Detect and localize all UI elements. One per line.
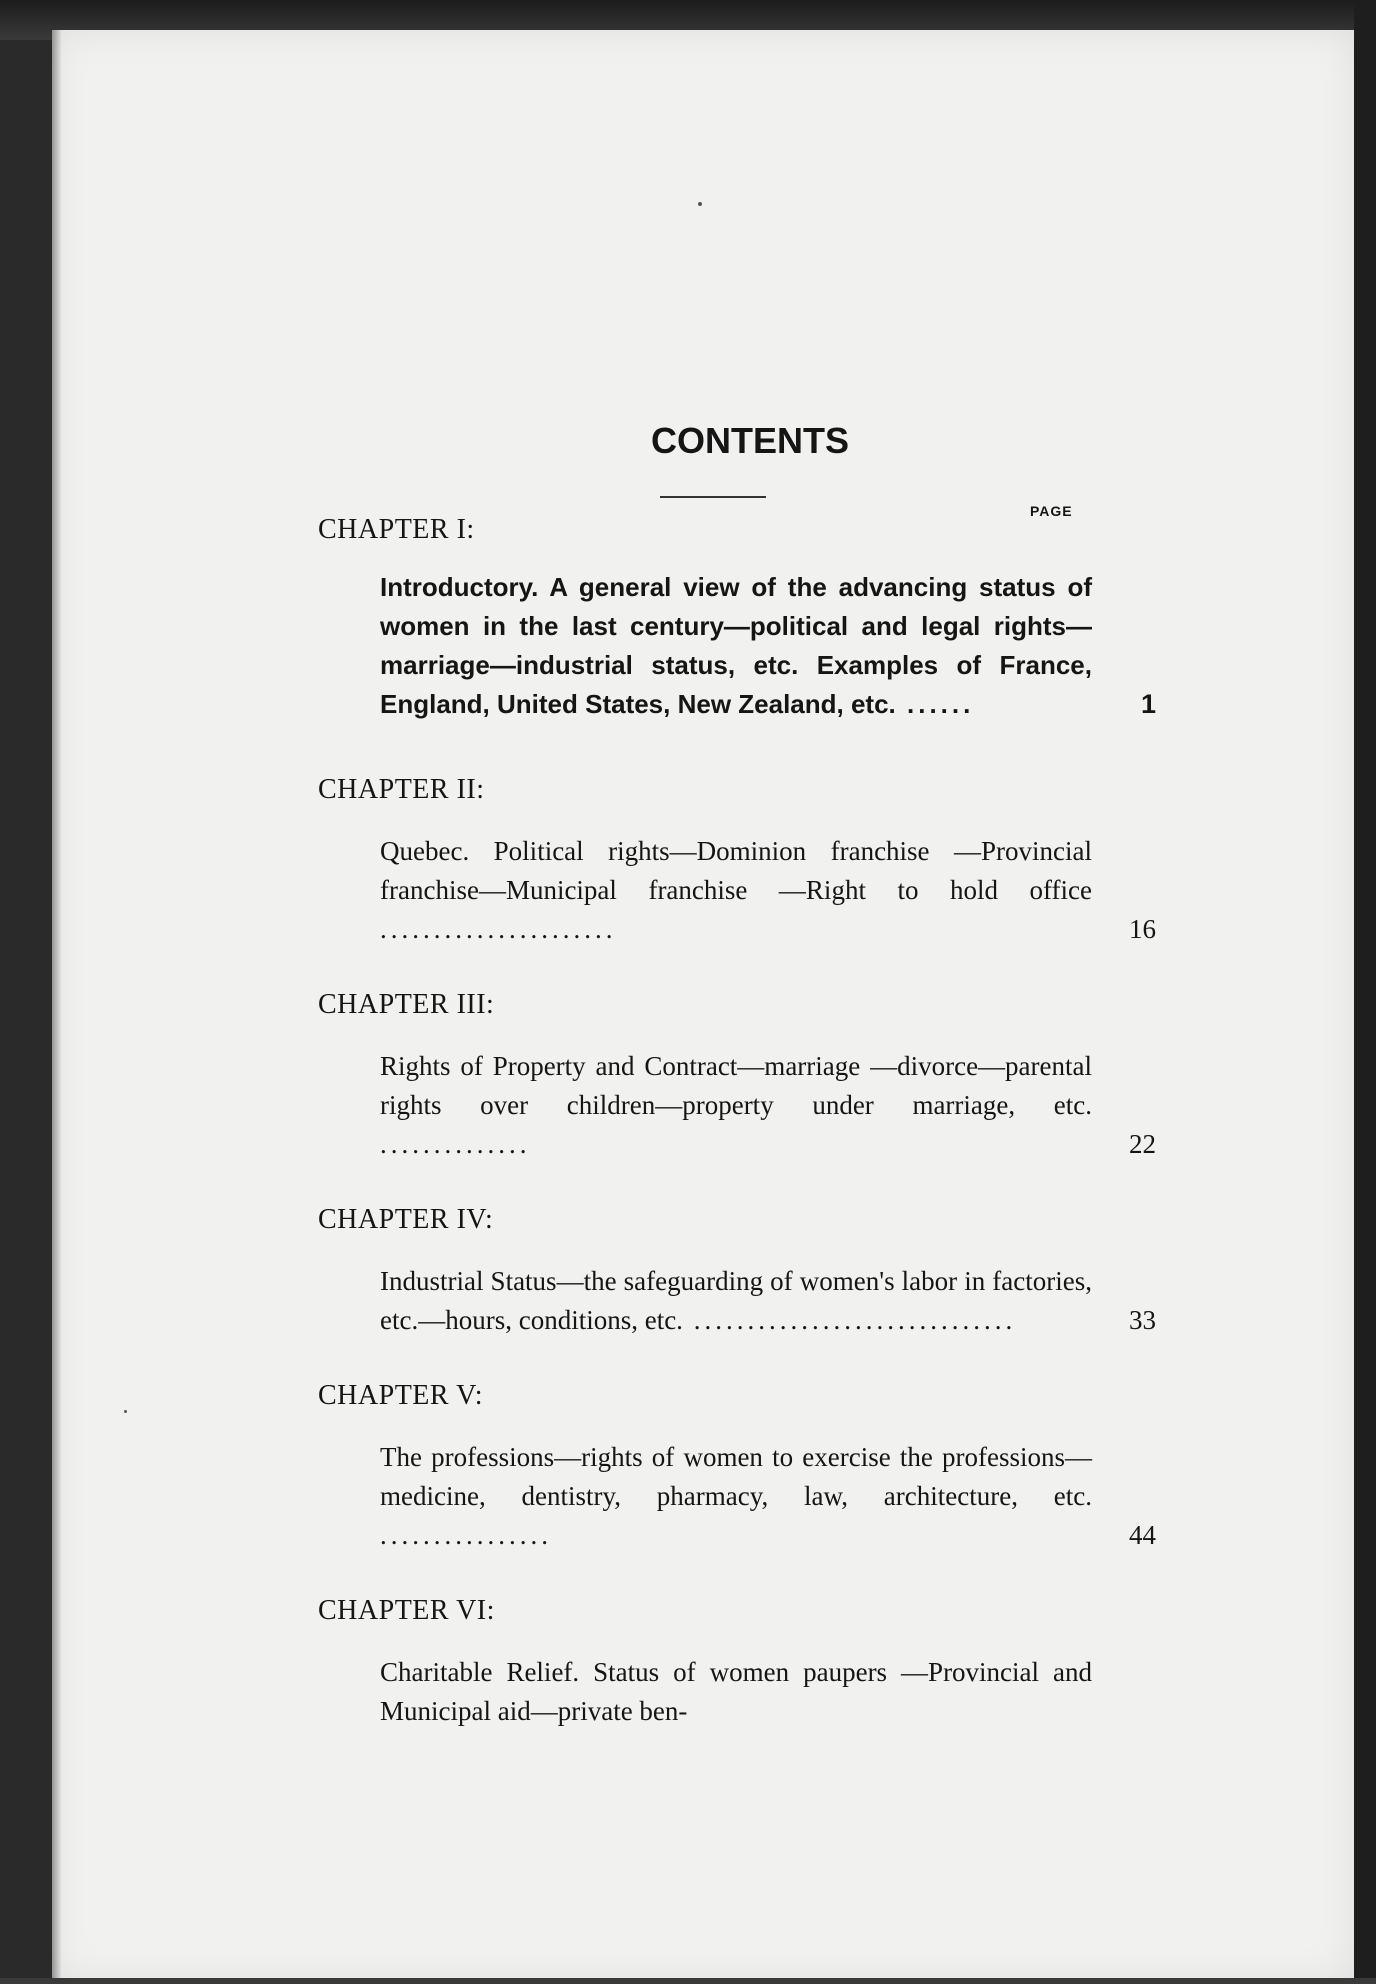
toc-entry-chapter-2	[318, 770, 1156, 949]
chapter-description	[380, 1047, 1156, 1164]
dot-leader: ................	[380, 1520, 552, 1550]
page-number: 33	[1129, 1305, 1156, 1335]
chapter-summary: Industrial Status—the safeguarding of women's labor in factories, etc.—hours, conditions, etc.	[380, 1266, 1092, 1335]
dot-leader: ..............	[380, 1129, 531, 1159]
chapter-description	[380, 1262, 1156, 1340]
page-column-label: PAGE	[1030, 503, 1073, 519]
chapter-summary: Quebec. Political rights—Dominion franchise —Provincial franchise—Municipal franchise —Right to hold office	[380, 836, 1092, 905]
page-number: 16	[1129, 914, 1156, 944]
page-number: 22	[1129, 1129, 1156, 1159]
chapter-summary: Introductory. A general view of the advancing status of women in the last century—political and legal rights—marriage—industrial status, etc. Examples of France, England, United States, New Zealand, etc.	[380, 572, 1092, 719]
chapter-summary: Rights of Property and Contract—marriage —divorce—parental rights over children—property under marriage, etc.	[380, 1051, 1092, 1120]
toc-entry-chapter-5	[318, 1376, 1156, 1555]
dot-leader: ......................	[380, 914, 617, 944]
chapter-summary: The professions—rights of women to exercise the professions—medicine, dentistry, pharmacy, law, architecture, etc.	[380, 1442, 1092, 1511]
chapter-summary: Charitable Relief. Status of women paupers —Provincial and Municipal aid—private ben-	[380, 1657, 1092, 1726]
chapter-title: CHAPTER I:	[318, 514, 475, 545]
dot-leader: ......	[895, 689, 975, 719]
title-underline	[660, 496, 766, 498]
chapter-description	[380, 1653, 1092, 1731]
dot-leader: ..............................	[682, 1305, 1017, 1335]
chapter-description	[380, 1438, 1156, 1555]
toc-entry-chapter-4	[318, 1200, 1156, 1340]
toc-entry-chapter-6	[318, 1591, 1108, 1731]
chapter-title: CHAPTER II:	[318, 774, 485, 805]
print-speck	[124, 1410, 127, 1413]
chapter-description	[380, 832, 1156, 949]
toc-entry-chapter-3	[318, 985, 1156, 1164]
chapter-title: CHAPTER III:	[318, 989, 495, 1020]
page-number: 1	[1140, 689, 1156, 719]
chapter-description	[380, 568, 1156, 724]
print-speck	[698, 202, 702, 206]
page-title: CONTENTS	[651, 420, 849, 461]
chapter-title: CHAPTER VI:	[318, 1595, 495, 1626]
chapter-title: CHAPTER V:	[318, 1380, 483, 1411]
table-of-contents	[318, 510, 1156, 1731]
chapter-title: CHAPTER IV:	[318, 1204, 494, 1235]
page-number: 44	[1129, 1520, 1156, 1550]
toc-entry-chapter-1	[318, 510, 1156, 724]
